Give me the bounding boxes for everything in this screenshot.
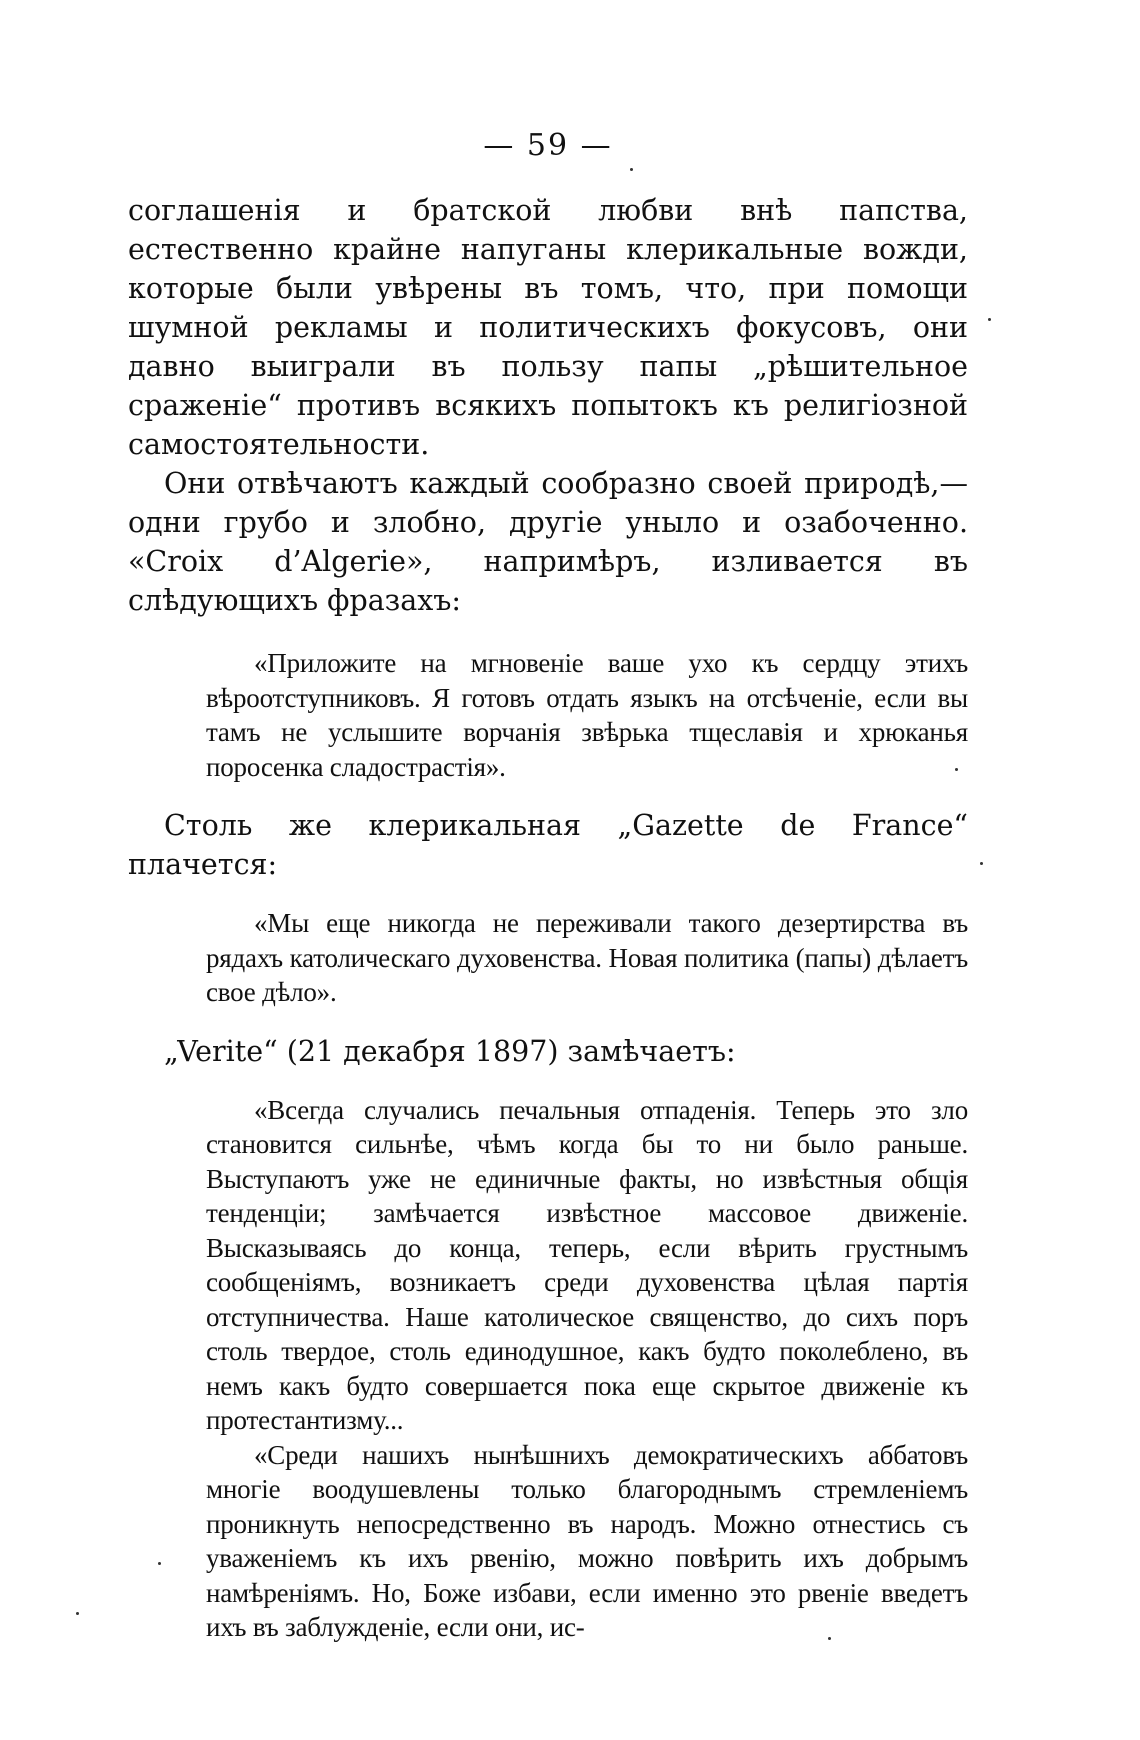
spacer <box>128 1010 968 1032</box>
page-number: — 59 — <box>483 128 613 163</box>
book-page <box>128 128 968 1645</box>
quote-verite-part-1: «Всегда случались печальныя отпаденія. Теперь это зло становится сильнѣе, чѣмъ когда бы то ни было раньше. Выступаютъ уже не единичные факты, но извѣстныя общія тенденціи; замѣчается извѣстное массовое движеніе. Высказываясь до конца, теперь, если вѣрить грустнымъ сообщеніямъ, возникаетъ среди духовенства цѣлая партія отступничества. Наше католическое священство, до сихъ поръ столь твердое, столь единодушное, какъ будто поколеблено, въ немъ какъ будто совершается пока еще скрытое движеніе къ протестантизму... <box>206 1094 968 1435</box>
paragraph-verite-intro: „Verite“ (21 декабря 1897) замѣчаетъ: <box>164 1034 736 1068</box>
paragraph-gazette-intro: Столь же клерикальная „Gazette de France“ плачется: <box>128 809 968 881</box>
scan-speck <box>828 1637 831 1640</box>
scan-speck <box>980 862 983 865</box>
spacer <box>128 784 968 806</box>
paragraph-clerical-leaders: соглашенія и братской любви внѣ папства, естественно крайне напуганы клерикальные вожди, которые были увѣрены въ томъ, что, при помощи шумной рекламы и политическихъ фокусовъ, они давно выиграли въ пользу папы „рѣшительное сраженіе“ противъ всякихъ попытокъ къ религіозной самостоятельности. <box>128 194 968 461</box>
paragraph-responses: Они отвѣчаютъ каждый сообразно своей природѣ,— одни грубо и злобно, другіе уныло и озабоченно. «Croix d’Algerie», напримѣръ, изливается въ слѣдующихъ фразахъ: <box>128 467 968 617</box>
spacer <box>128 1071 968 1093</box>
scan-speck <box>76 1612 79 1615</box>
spacer <box>128 620 968 646</box>
quote-gazette-de-france: «Мы еще никогда не переживали такого дезертирства въ рядахъ католическаго духовенства. Новая политика (папы) дѣлаетъ свое дѣло». <box>206 908 968 1007</box>
scan-speck <box>158 1562 161 1565</box>
quote-croix-dalgerie: «Приложите на мгновеніе ваше ухо къ сердцу этихъ вѣроотступниковъ. Я готовъ отдать языкъ на отсѣченіе, если вы тамъ не услышите ворчанія звѣрька тщеславія и хрюканья поросенка сладострастія». <box>206 648 968 782</box>
quote-verite-part-2: «Среди нашихъ нынѣшнихъ демократическихъ аббатовъ многіе воодушевлены только благороднымъ стремленіемъ проникнуть непосредственно въ народъ. Можно отнестись съ уваженіемъ къ ихъ рвенію, можно повѣрить ихъ добрымъ намѣреніямъ. Но, Боже избави, если именно это рвеніе введетъ ихъ въ заблужденіе, если они, ис- <box>206 1439 968 1642</box>
scan-speck <box>988 318 991 321</box>
scan-speck <box>630 168 633 171</box>
scan-speck <box>955 768 958 771</box>
spacer <box>128 884 968 906</box>
